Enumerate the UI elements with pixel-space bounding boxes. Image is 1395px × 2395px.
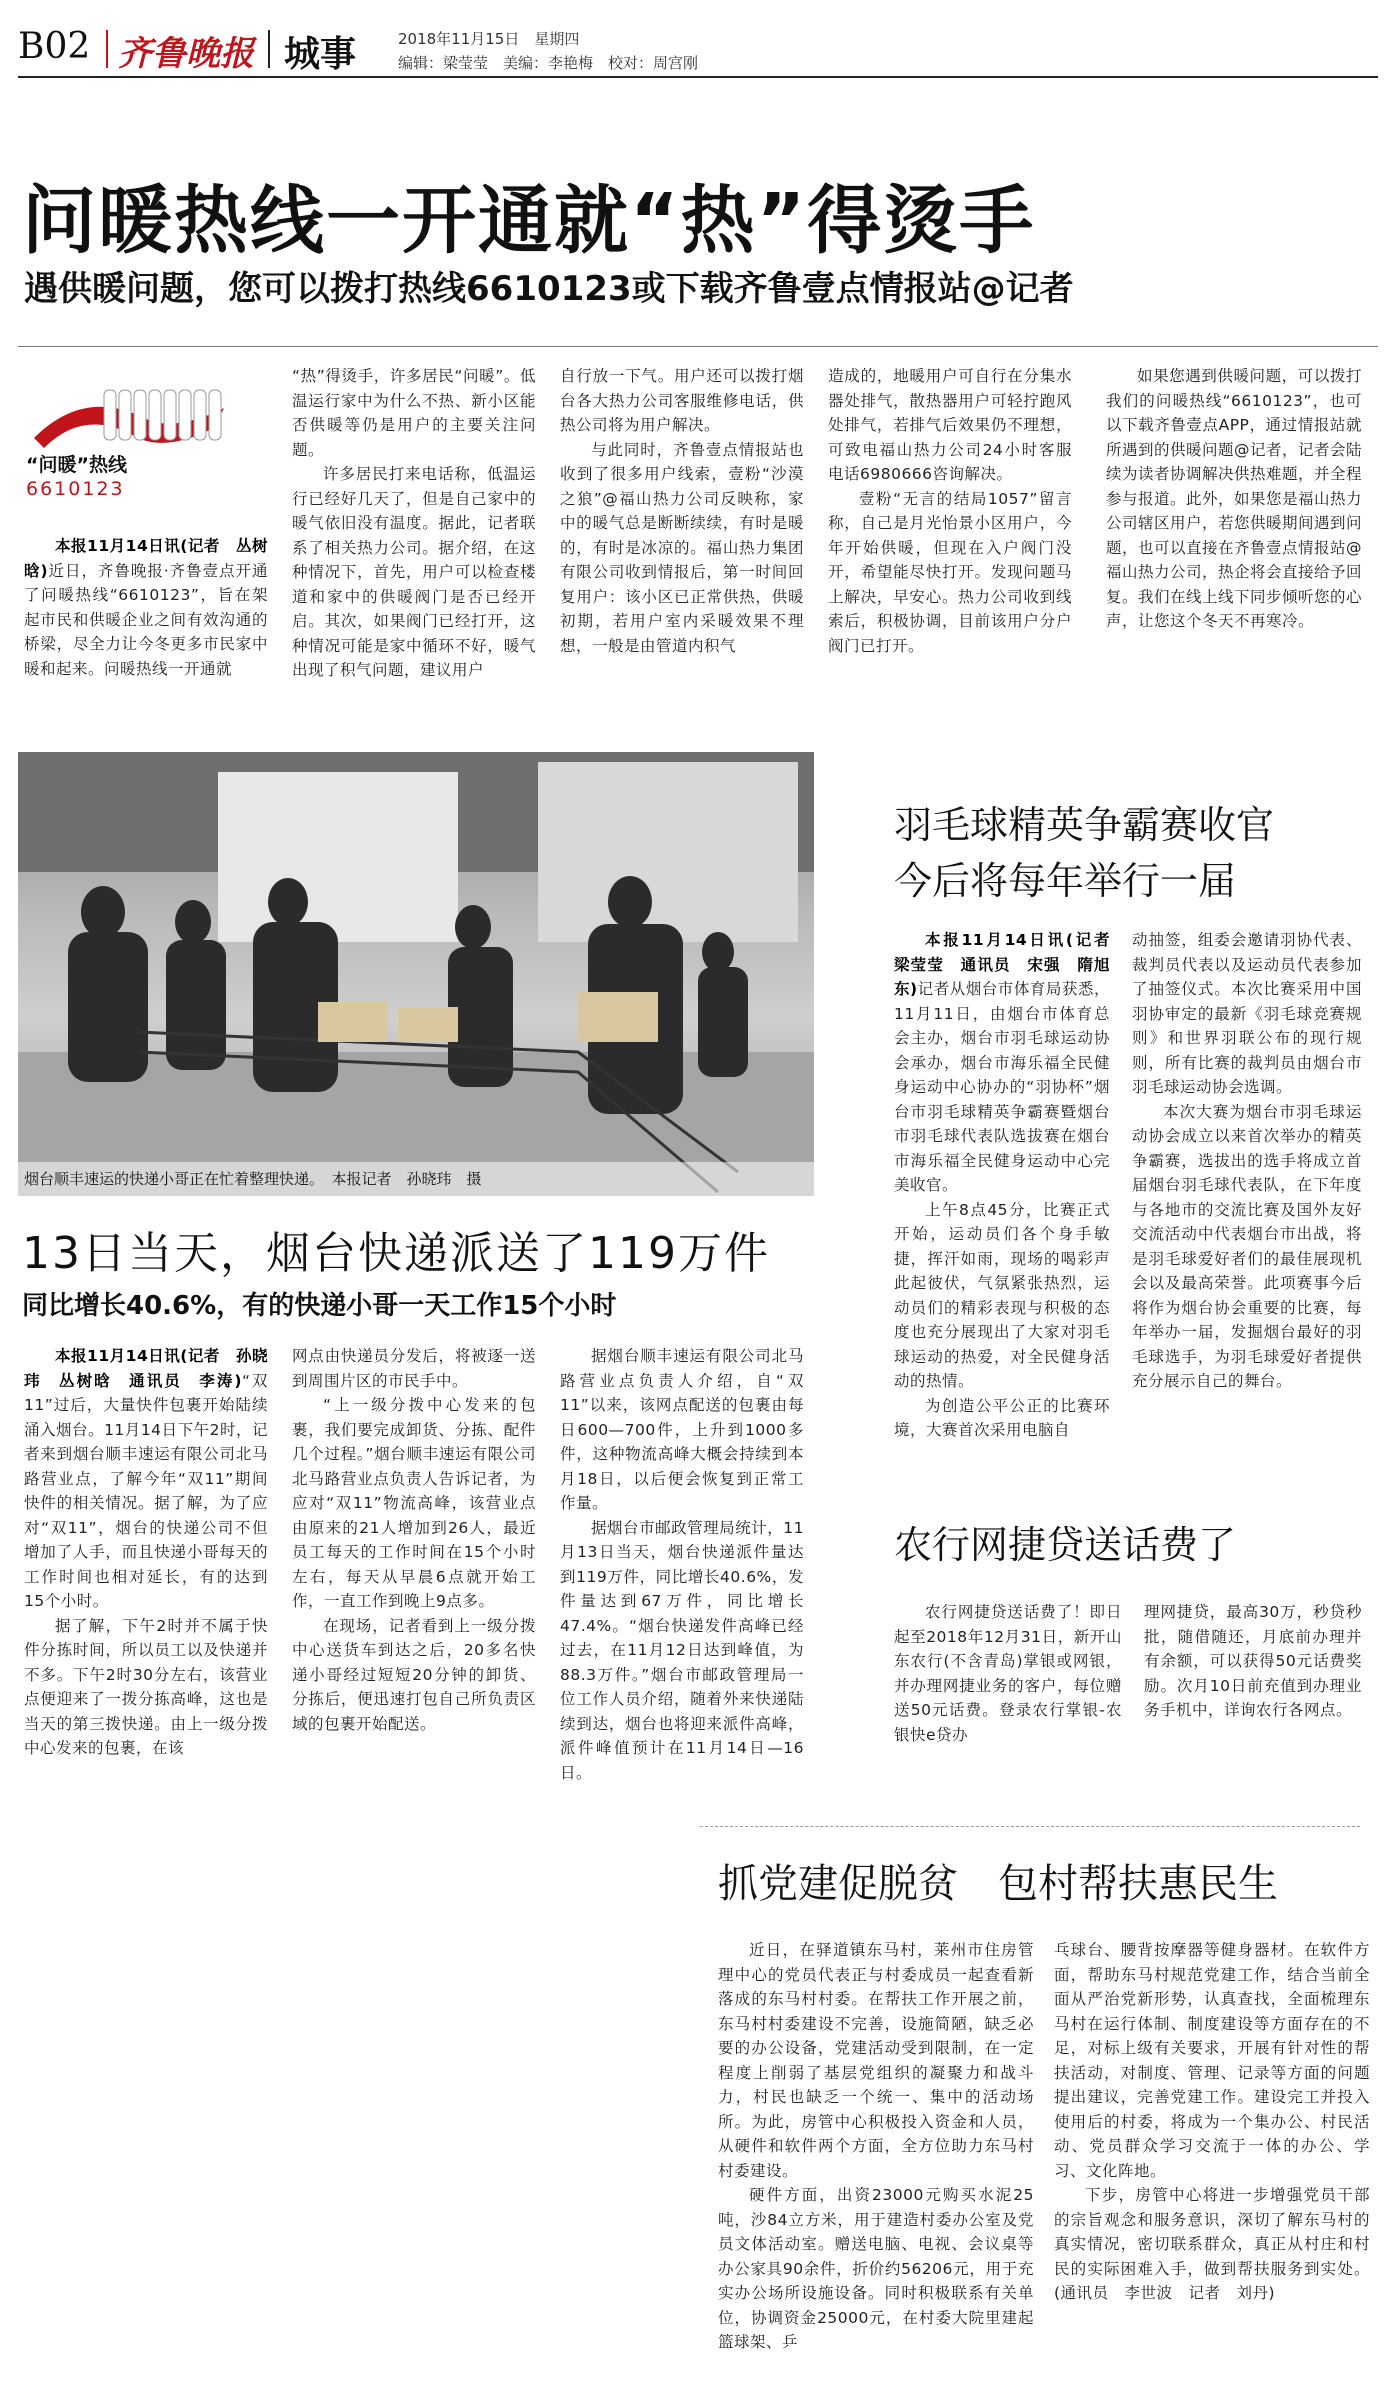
date-line: 2018年11月15日 星期四 xyxy=(398,30,580,48)
badminton-text-1c: 为创造公平公正的比赛环境，大赛首次采用电脑自 xyxy=(894,1396,1110,1439)
abc-column-1 xyxy=(894,1600,1122,1747)
express-column-2 xyxy=(292,1344,536,1736)
section-divider xyxy=(700,1826,1360,1827)
badminton-text-2b: 本次大赛为烟台市羽毛球运动协会成立以来首次举办的精英争霸赛，选拔出的选手将成立首届烟台羽毛球代表队，在下年度与各地市的交流比赛及国外友好交流活动中代表烟台市出战，将是羽毛球爱好者们的最佳展现机会以及最高荣誉。此项赛事今后将作为烟台协会重要的比赛，每年举办一届，发掘烟台最好的羽毛球选手，为羽毛球爱好者提供充分展示自己的舞台。 xyxy=(1132,1102,1362,1390)
express-headline: 13日当天，烟台快递派送了119万件 xyxy=(22,1228,770,1279)
express-text-3a: 据烟台顺丰速运有限公司北马路营业点负责人介绍，自“双11”以来，该网点配送的包裹由每日600—700件，上升到1000多件，这种物流高峰大概会持续到本月18日，以后便会恢复到正常工作量。 xyxy=(560,1347,804,1512)
abc-column-2 xyxy=(1144,1600,1362,1723)
photo-caption: 烟台顺丰速运的快递小哥正在忙着整理快递。 本报记者 孙晓玮 摄 xyxy=(18,1162,814,1196)
abc-text-2: 理网捷贷，最高30万，秒贷秒批，随借随还，月底前办理并有余额，可以获得50元话费奖励。次月10日前充值到办理业务手机中，详询农行各网点。 xyxy=(1144,1603,1362,1719)
party-column-1 xyxy=(718,1938,1034,2355)
party-text-2a: 乓球台、腰背按摩器等健身器材。在软件方面，帮助东马村规范党建工作，结合当前全面从严治党新形势，认真查找，全面梳理东马村在运行体制、制度建设等方面存在的不足，对标上级有关要求，开展有针对性的帮扶活动，对制度、管理、记录等方面的问题提出建议，完善党建工作。建设完工并投入使用后的村委，将成为一个集办公、村民活动、党员群众学习交流于一体的办公、学习、文化阵地。 xyxy=(1054,1941,1370,2180)
lead-text-3b: 与此同时，齐鲁壹点情报站也收到了很多用户线索，壹粉“沙漠之狼”@福山热力公司反映称，家中的暖气总是断断续续，有时是暖的，有时是冰凉的。福山热力集团有限公司收到情报后，第一时间回复用户：该小区已正常供热，供暖初期，若用户室内采暖效果不理想，一般是由管道内积气 xyxy=(560,440,804,655)
lead-text-1: 近日，齐鲁晚报·齐鲁壹点开通了问暖热线“6610123”，旨在架起市民和供暖企业之间有效沟通的桥梁，尽全力让今冬更多市民家中暖和起来。问暖热线一开通就 xyxy=(24,561,268,678)
lead-text-2a: “热”得烫手，许多居民“问暖”。低温运行家中为什么不热、新小区能否供暖等仍是用户的主要关注问题。 xyxy=(292,367,536,459)
party-text-2b: 下步，房管中心将进一步增强党员干部的宗旨观念和服务意识，深切了解东马村的真实情况，密切联系群众，真正从村庄和村民的实际困难入手，做到帮扶服务到实处。(通讯员 李世波 记者 刘丹) xyxy=(1054,2186,1370,2302)
express-text-2c: 在现场，记者看到上一级分拨中心送货车到达之后，20多名快递小哥经过短短20分钟的卸货、分拣后，便迅速打包自己所负责区域的包裹开始配送。 xyxy=(292,1616,536,1733)
radiator-icon xyxy=(24,378,244,458)
lead-text-5: 如果您遇到供暖问题，可以拨打我们的问暖热线“6610123”，也可以下载齐鲁壹点APP，通过情报站就所遇到的供暖问题@记者，记者会陆续为读者协调解决供热难题，并全程参与报道。此外，如果您是福山热力公司辖区用户，若您供暖期间遇到问题，也可以直接在齐鲁壹点情报站@福山热力公司，热企将会直接给予回复。我们在线上线下同步倾听您的心声，让您这个冬天不再寒冷。 xyxy=(1106,367,1363,630)
abc-text-1: 农行网捷贷送话费了！即日起至2018年12月31日，新开山东农行(不含青岛)掌银或网银，并办理网捷业务的客户，每位赠送50元话费。登录农行掌银-农银快e贷办 xyxy=(894,1603,1122,1744)
hotline-logo-caption: “问暖”热线 xyxy=(26,454,127,476)
lead-text-4b: 壹粉“无言的结局1057”留言称，自己是月光怡景小区用户，今年开始供暖，但现在入户阀门没开，希望能尽快打开。发现问题马上解决，早安心。热力公司收到线索后，积极协调，目前该用户分户阀门已打开。 xyxy=(828,489,1072,655)
divider-bar xyxy=(268,30,270,68)
express-text-1a: “双11”过后，大量快件包裹开始陆续涌入烟台。11月14日下午2时，记者来到烟台顺丰速运有限公司北马路营业点，了解今年“双11”期间快件的相关情况。据了解，为了应对“双11”，烟台的快递公司不但增加了人手，而且快递小哥每天的工作时间也相对延长，有的达到15个小时。 xyxy=(24,1371,268,1610)
lead-column-2 xyxy=(292,364,536,683)
paper-logo: 齐鲁晚报 xyxy=(118,34,254,74)
lead-subhead: 遇供暖问题，您可以拨打热线6610123或下载齐鲁壹点情报站@记者 xyxy=(24,269,1074,309)
divider-bar xyxy=(106,30,108,68)
hotline-logo xyxy=(24,378,264,518)
express-byline: 本报11月14日讯(记者 孙晓玮 丛树晗 通讯员 李涛) xyxy=(24,1347,268,1390)
party-headline: 抓党建促脱贫 包村帮扶惠民生 xyxy=(718,1861,1278,1907)
lead-column-5 xyxy=(1106,364,1362,634)
photo-scene xyxy=(18,752,814,1196)
lead-column-3 xyxy=(560,364,804,658)
header-rule xyxy=(18,76,1378,78)
badminton-text-2a: 动抽签，组委会邀请羽协代表、裁判员代表以及运动员代表参加了抽签仪式。本次比赛采用中国羽协审定的最新《羽毛球竞赛规则》和世界羽联公布的现行规则，所有比赛的裁判员由烟台市羽毛球运动协会选调。 xyxy=(1132,931,1362,1096)
abc-headline: 农行网捷贷送话费了 xyxy=(894,1523,1237,1567)
page-header xyxy=(18,20,1378,80)
staff-line: 编辑：梁莹莹 美编：李艳梅 校对：周宫刚 xyxy=(398,54,699,72)
express-text-2b: “上一级分拨中心发来的包裹，我们要完成卸货、分拣、配件几个过程。”烟台顺丰速运有限公司北马路营业点负责人告诉记者，为应对“双11”物流高峰，该营业点由原来的21人增加到26人，最近员工每天的工作时间在15个小时左右，每天从早晨6点就开始工作，一直工作到晚上9点多。 xyxy=(292,1396,536,1610)
express-column-1 xyxy=(24,1344,268,1761)
party-text-1a: 近日，在驿道镇东马村，莱州市住房管理中心的党员代表正与村委成员一起查看新落成的东马村村委。在帮扶工作开展之前，东马村村委建设不完善，设施简陋，缺乏必要的办公设备，党建活动受到限制，在一定程度上削弱了基层党组织的凝聚力和战斗力，村民也缺乏一个统一、集中的活动场所。为此，房管中心积极投入资金和人员，从硬件和软件两个方面，全方位助力东马村村委建设。 xyxy=(718,1941,1034,2180)
express-subhead: 同比增长40.6%，有的快递小哥一天工作15个小时 xyxy=(22,1291,617,1321)
page-number: B02 xyxy=(18,26,91,67)
lead-column-4 xyxy=(828,364,1072,658)
lead-headline: 问暖热线一开通就“热”得烫手 xyxy=(22,178,1036,264)
express-text-3b: 据烟台市邮政管理局统计，11月13日当天，烟台快递派件量达到119万件，同比增长40.6%，发件量达到67万件，同比增长47.4%。“烟台快递发件高峰已经过去，在11月12日达到峰值，为88.3万件。”烟台市邮政管理局一位工作人员介绍，随着外来快递陆续到达，烟台也将迎来派件高峰，派件峰值预计在11月14日—16日。 xyxy=(560,1518,804,1782)
badminton-byline: 本报11月14日讯(记者 梁莹莹 通讯员 宋强 隋旭东) xyxy=(894,931,1127,998)
news-photo xyxy=(18,752,814,1196)
lead-rule xyxy=(18,346,1378,347)
lead-text-2b: 许多居民打来电话称，低温运行已经好几天了，但是自己家中的暖气依旧没有温度。据此，记者联系了相关热力公司。据介绍，在这种情况下，首先，用户可以检查楼道和家中的供暖阀门是否已经开启。其次，如果阀门已经打开，这种情况可能是家中循环不好，暖气出现了积气问题，建议用户 xyxy=(292,465,536,679)
express-text-2a: 网点由快递员分发后，将被逐一送到周围片区的市民手中。 xyxy=(292,1347,536,1390)
badminton-headline-2: 今后将每年举行一届 xyxy=(894,859,1237,903)
lead-column-1 xyxy=(24,534,268,681)
badminton-text-1b: 上午8点45分，比赛正式开始，运动员们各个身手敏捷，挥汗如雨，现场的喝彩声此起彼伏，气氛紧张热烈，运动员们的精彩表现与积极的态度也充分展现出了大家对羽毛球运动的热爱，对全民健身活动的热情。 xyxy=(894,1200,1110,1390)
lead-text-3a: 自行放一下气。用户还可以拨打烟台各大热力公司客服维修电话，供热公司将为用户解决。 xyxy=(560,367,804,434)
express-text-1b: 据了解，下午2时并不属于快件分拣时间，所以员工以及快递并不多。下午2时30分左右，该营业点便迎来了一拨分拣高峰，这也是当天的第三拨快递。由上一级分拨中心发来的包裹，在该 xyxy=(24,1616,268,1757)
section-name: 城事 xyxy=(284,34,357,75)
lead-byline: 本报11月14日讯(记者 丛树晗) xyxy=(24,537,268,580)
party-text-1b: 硬件方面，出资23000元购买水泥25吨，沙84立方米，用于建造村委办公室及党员文体活动室。赠送电脑、电视、会议桌等办公家具90余件，折价约56206元，用于充实办公场所设施设备。同时积极联系有关单位，协调资金25000元，在村委大院里建起篮球架、乒 xyxy=(718,2186,1034,2351)
lead-text-4a: 造成的，地暖用户可自行在分集水器处排气，散热器用户可轻拧跑风处排气，若排气后效果仍不理想，可致电福山热力公司24小时客服电话6980666咨询解决。 xyxy=(828,367,1072,483)
party-column-2 xyxy=(1054,1938,1370,2306)
badminton-text-1a: 记者从烟台市体育局获悉，11月11日，由烟台市体育总会主办，烟台市羽毛球运动协会承办，烟台市海乐福全民健身运动中心协办的“羽协杯”烟台市羽毛球精英争霸赛暨烟台市羽毛球代表队选拔赛在烟台市海乐福全民健身运动中心完美收官。 xyxy=(894,980,1110,1194)
express-column-3 xyxy=(560,1344,804,1785)
badminton-headline-1: 羽毛球精英争霸赛收官 xyxy=(894,803,1275,847)
hotline-logo-number: 6610123 xyxy=(26,478,125,500)
badminton-column-2 xyxy=(1132,928,1362,1394)
badminton-column-1 xyxy=(894,928,1127,1443)
